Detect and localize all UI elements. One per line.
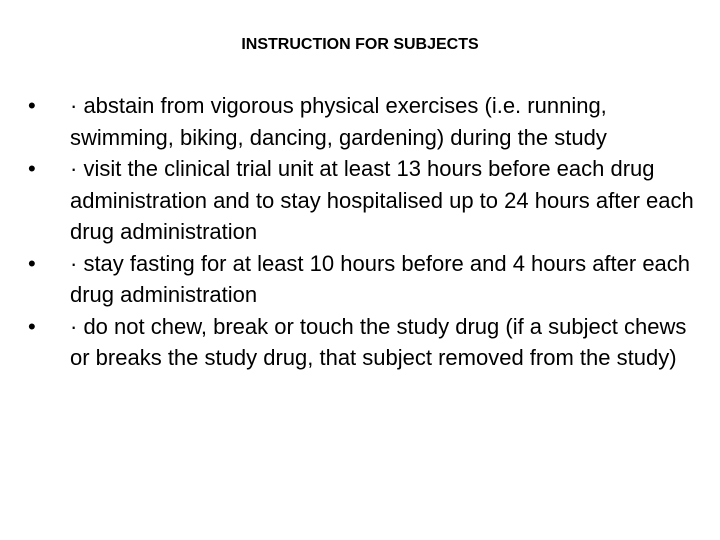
list-item-text: · abstain from vigorous physical exercises (i.e. running, swimming, biking, dancing, gardening) during the study xyxy=(70,93,607,150)
list-item xyxy=(28,90,698,153)
list-item-text: · visit the clinical trial unit at least 13 hours before each drug administration and to stay hospitalised up to 24 hours after each drug administration xyxy=(70,156,694,244)
list-item-text: · do not chew, break or touch the study drug (if a subject chews or breaks the study drug, that subject removed from the study) xyxy=(70,313,687,370)
page-title: INSTRUCTION FOR SUBJECTS xyxy=(241,36,479,53)
bullet-icon: • xyxy=(28,250,36,276)
bullet-icon: • xyxy=(28,313,36,339)
bullet-icon: • xyxy=(28,156,36,181)
instruction-list xyxy=(28,90,698,374)
list-item xyxy=(28,153,698,248)
bullet-icon: • xyxy=(28,93,36,118)
list-item-text: · stay fasting for at least 10 hours before and 4 hours after each drug administration xyxy=(70,250,691,307)
list-item xyxy=(28,248,698,311)
list-item xyxy=(28,311,698,374)
